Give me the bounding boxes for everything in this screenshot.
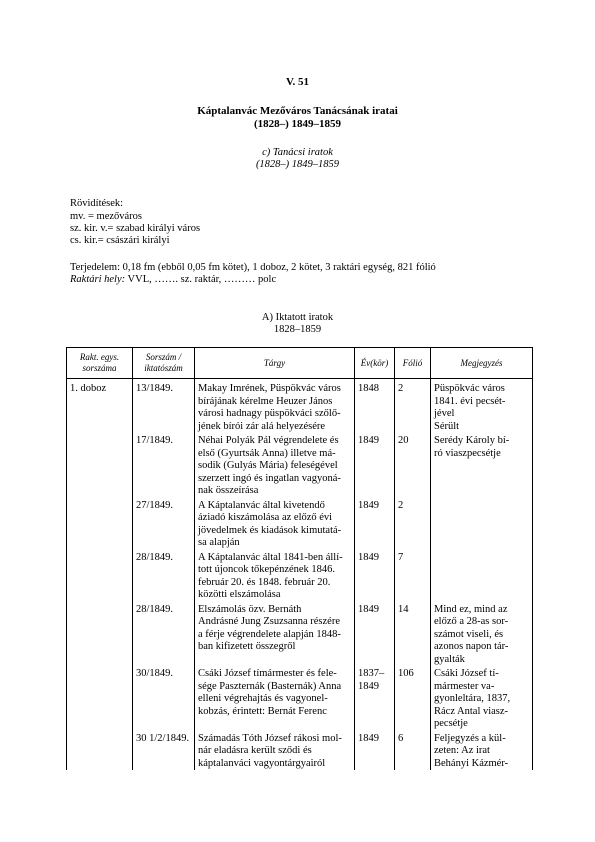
cell-folio: 2 bbox=[395, 379, 431, 434]
cell-number: 28/1849. bbox=[133, 550, 195, 602]
cell-unit: 1. doboz bbox=[67, 379, 133, 434]
cell-note: Mind ez, mind az előző a 28-as sor- számot viseli, és azonos napon tár- gyalták bbox=[431, 602, 533, 667]
subsection-years: (1828–) 1849–1859 bbox=[255, 159, 340, 170]
cell-number: 30 1/2/1849. bbox=[133, 731, 195, 771]
cell-note bbox=[431, 550, 533, 602]
cell-unit bbox=[67, 666, 133, 731]
table-row bbox=[67, 379, 533, 434]
storage-location-value: VVL, ……. sz. raktár, ……… polc bbox=[125, 274, 277, 285]
column-header-folio: Fólió bbox=[395, 348, 431, 379]
record-code: V. 51 bbox=[285, 76, 310, 88]
table-row bbox=[67, 550, 533, 602]
cell-year: 1849 bbox=[355, 731, 395, 771]
column-header-year: Év(kör) bbox=[355, 348, 395, 379]
cell-folio: 2 bbox=[395, 498, 431, 550]
cell-year: 1837– 1849 bbox=[355, 666, 395, 731]
cell-number: 30/1849. bbox=[133, 666, 195, 731]
cell-number: 28/1849. bbox=[133, 602, 195, 667]
table-header-row bbox=[67, 348, 533, 379]
cell-number: 27/1849. bbox=[133, 498, 195, 550]
abbreviation-item: cs. kir.= császári királyi bbox=[70, 235, 170, 246]
table-row bbox=[67, 498, 533, 550]
table-row bbox=[67, 666, 533, 731]
column-header-unit: Rakt. egys. sorszáma bbox=[67, 348, 133, 379]
fonds-title: Káptalanvác Mezőváros Tanácsának iratai bbox=[197, 105, 398, 117]
cell-subject: A Káptalanvác által 1841-ben állí- tott újoncok tőkepénzének 1846. február 20. és 1848. február 20. közötti elszámolása bbox=[195, 550, 355, 602]
subsection-title: c) Tanácsi iratok bbox=[262, 147, 333, 158]
column-header-subject: Tárgy bbox=[195, 348, 355, 379]
cell-note: Serédy Károly bí- ró viaszpecsétje bbox=[431, 433, 533, 498]
table-row bbox=[67, 602, 533, 667]
table-row bbox=[67, 731, 533, 771]
cell-subject: Makay Imrének, Püspökvác város bírájának kérelme Heuzer János városi hadnagy püspökváci szőlő- jének bírói zár alá helyezésére bbox=[195, 379, 355, 434]
cell-number: 17/1849. bbox=[133, 433, 195, 498]
cell-unit bbox=[67, 433, 133, 498]
register-table-frame bbox=[66, 347, 536, 769]
column-header-number: Sorszám / iktatószám bbox=[133, 348, 195, 379]
cell-folio: 106 bbox=[395, 666, 431, 731]
section-years: 1828–1859 bbox=[273, 324, 322, 335]
cell-note: Feljegyzés a kül- zeten: Az irat Behányi Kázmér- bbox=[431, 731, 533, 771]
cell-folio: 20 bbox=[395, 433, 431, 498]
register-table bbox=[66, 347, 533, 770]
cell-year: 1849 bbox=[355, 602, 395, 667]
fonds-years: (1828–) 1849–1859 bbox=[253, 118, 342, 130]
cell-subject: Néhai Polyák Pál végrendelete és első (Gyurtsák Anna) illetve má- sodik (Gulyás Mária) feleségével szerzett ingó és ingatlan vagyoná- nak összeírása bbox=[195, 433, 355, 498]
cell-subject: Számadás Tóth József rákosi mol- nár eladásra került sződi és káptalanváci vagyontárgyairól bbox=[195, 731, 355, 771]
table-row bbox=[67, 433, 533, 498]
cell-unit bbox=[67, 550, 133, 602]
cell-year: 1849 bbox=[355, 498, 395, 550]
cell-unit bbox=[67, 602, 133, 667]
abbreviation-item: mv. = mezőváros bbox=[70, 211, 143, 222]
cell-note bbox=[431, 498, 533, 550]
cell-note: Csáki József tí- mármester va- gyonleltára, 1837, Rácz Antal viasz- pecsétje bbox=[431, 666, 533, 731]
cell-subject: Elszámolás özv. Bernáth Andrásné Jung Zsuzsanna részére a férje végrendelete alapján 1848- ban kifizetett összegről bbox=[195, 602, 355, 667]
cell-folio: 6 bbox=[395, 731, 431, 771]
cell-unit bbox=[67, 731, 133, 771]
cell-unit bbox=[67, 498, 133, 550]
abbreviations-heading: Rövidítések: bbox=[70, 198, 124, 209]
cell-folio: 14 bbox=[395, 602, 431, 667]
cell-year: 1849 bbox=[355, 433, 395, 498]
abbreviation-item: sz. kir. v.= szabad királyi város bbox=[70, 223, 201, 234]
cell-number: 13/1849. bbox=[133, 379, 195, 434]
cell-year: 1849 bbox=[355, 550, 395, 602]
cell-note: Püspökvác város 1841. évi pecsét- jével Sérült bbox=[431, 379, 533, 434]
cell-year: 1848 bbox=[355, 379, 395, 434]
storage-location-label: Raktári hely: bbox=[70, 274, 126, 285]
cell-subject: Csáki József tímármester és fele- sége Paszternák (Basternák) Anna elleni végrehajtás és vagyonel- kobzás, érintett: Bernát Ferenc bbox=[195, 666, 355, 731]
storage-location bbox=[70, 274, 276, 286]
section-title: A) Iktatott iratok bbox=[261, 312, 334, 323]
extent-text: Terjedelem: 0,18 fm (ebből 0,05 fm kötet), 1 doboz, 2 kötet, 3 raktári egység, 821 fólió bbox=[70, 262, 436, 273]
cell-folio: 7 bbox=[395, 550, 431, 602]
cell-subject: A Káptalanvác által kivetendő áziadó kiszámolása az előző évi jövedelmek és kiadások kimutatá- sa alapján bbox=[195, 498, 355, 550]
column-header-note: Megjegyzés bbox=[431, 348, 533, 379]
